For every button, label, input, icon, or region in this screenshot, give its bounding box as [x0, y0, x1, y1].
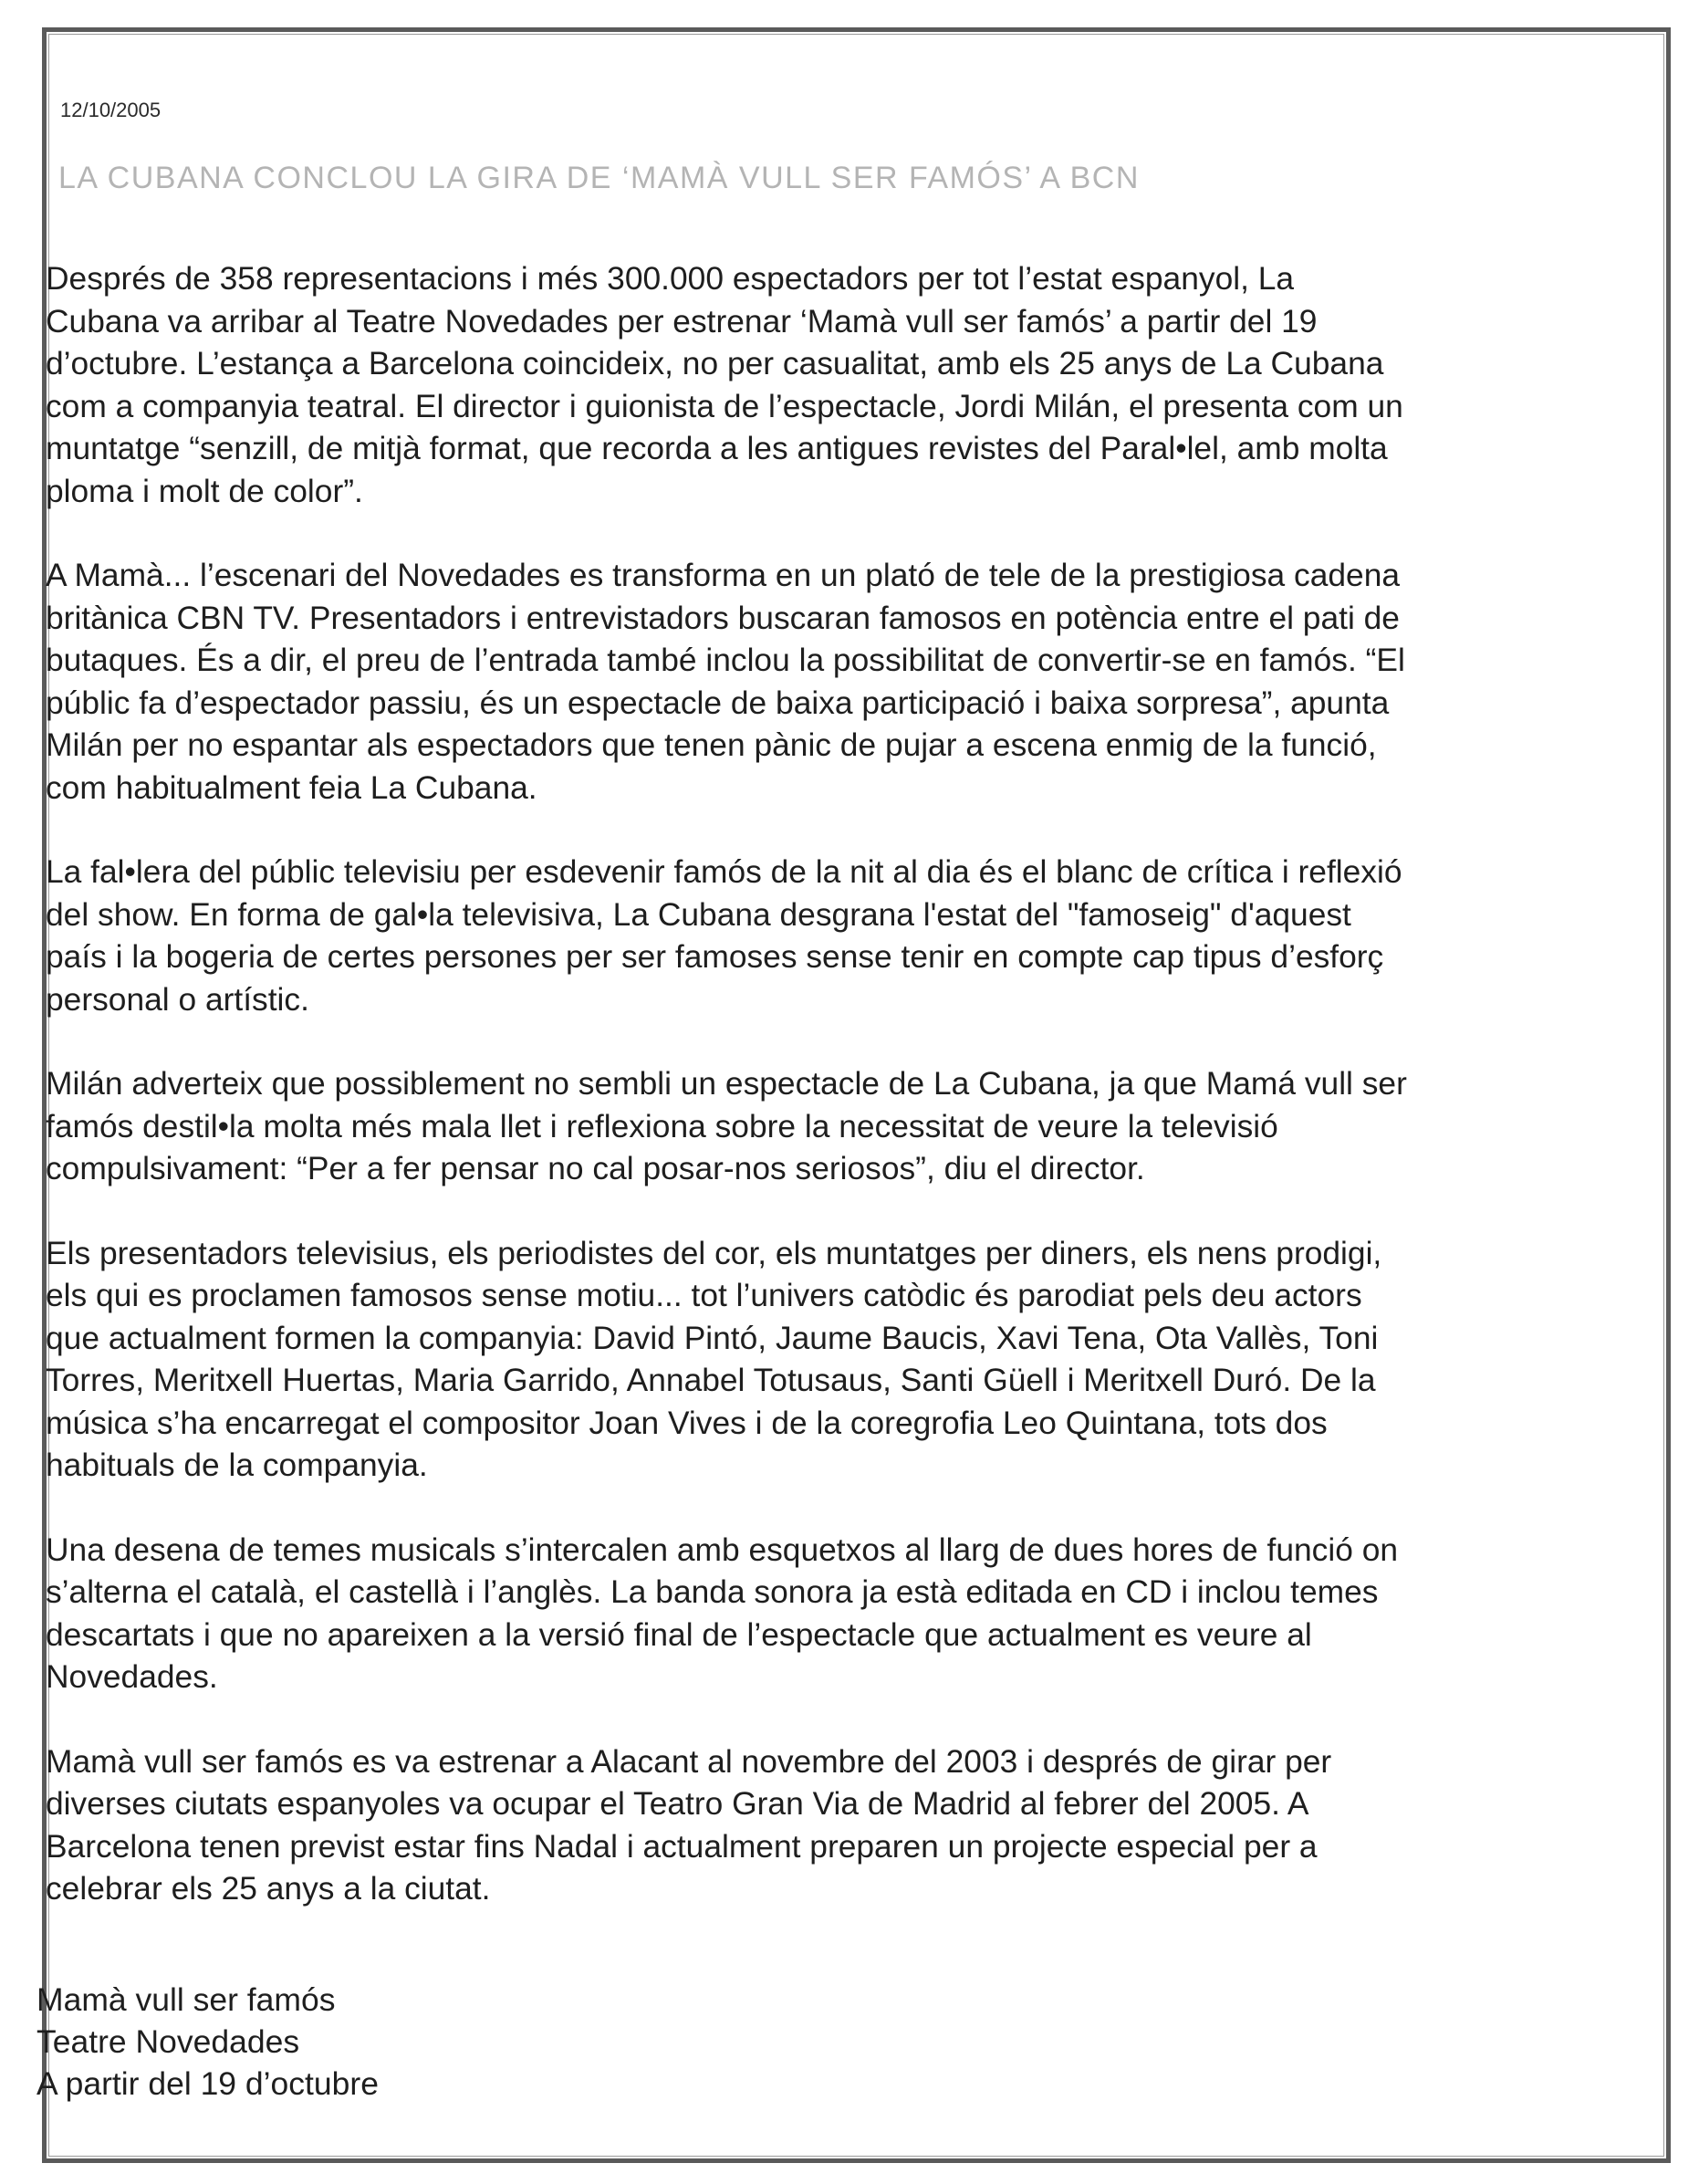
paragraph-line: Cubana va arribar al Teatre Novedades per estrenar ‘Mamà vull ser famós’ a partir del 19 [46, 302, 1318, 340]
paragraph-line: Milán adverteix que possiblement no sembli un espectacle de La Cubana, ja que Mamá vull ser [46, 1065, 1407, 1102]
paragraph-line: Mamà vull ser famós es va estrenar a Alacant al novembre del 2003 i després de girar per [46, 1742, 1332, 1780]
paragraph-line: muntatge “senzill, de mitjà format, que recorda a les antigues revistes del Paral•lel, amb molta [46, 430, 1388, 466]
paragraph-line: compulsivament: “Per a fer pensar no cal posar-nos seriosos”, diu el director. [46, 1150, 1145, 1186]
show-title: Mamà vull ser famós [36, 1981, 336, 2018]
paragraph-line: que actualment formen la companyia: David Pintó, Jaume Baucis, Xavi Tena, Ota Vallès, Toni [46, 1319, 1379, 1356]
paragraph-line: com a companyia teatral. El director i guionista de l’espectacle, Jordi Milán, el presenta com un [46, 387, 1403, 424]
paragraph-line: s’alterna el català, el castellà i l’anglès. La banda sonora ja està editada en CD i inclou temes [46, 1573, 1379, 1610]
paragraph-line: del show. En forma de gal•la televisiva, La Cubana desgrana l'estat del "famoseig" d'aquest [46, 895, 1351, 933]
paragraph-4 [46, 1062, 1663, 1190]
paragraph-line: A Mamà... l’escenari del Novedades es transforma en un plató de tele de la prestigiosa cadena [46, 557, 1401, 593]
paragraph-6 [46, 1529, 1663, 1698]
paragraph-1 [46, 257, 1663, 512]
show-venue: Teatre Novedades [36, 2023, 300, 2060]
paragraph-2 [46, 554, 1663, 809]
article-body [46, 257, 1663, 1952]
paragraph-line: país i la bogeria de certes persones per ser famoses sense tenir en compte cap tipus d’esforç [46, 938, 1384, 975]
article-headline: LA CUBANA CONCLOU LA GIRA DE ‘MAMÀ VULL SER FAMÓS’ A BCN [58, 161, 1140, 195]
article-date: 12/10/2005 [60, 99, 162, 121]
paragraph-line: habituals de la companyia. [46, 1447, 428, 1483]
paragraph-line: britànica CBN TV. Presentadors i entrevistadors buscaran famosos en potència entre el pati de [46, 599, 1400, 636]
paragraph-line: com habitualment feia La Cubana. [46, 768, 537, 806]
paragraph-line: els qui es proclamen famosos sense motiu... tot l’univers catòdic és parodiat pels deu actors [46, 1277, 1362, 1313]
paragraph-line: butaques. És a dir, el preu de l’entrada també inclou la possibilitat de convertir-se en famós. “El [46, 642, 1405, 678]
paragraph-line: ploma i molt de color”. [46, 472, 363, 509]
paragraph-line: música s’ha encarregat el compositor Joan Vives i de la coregrofia Leo Quintana, tots dos [46, 1404, 1328, 1441]
paragraph-line: celebrar els 25 anys a la ciutat. [46, 1870, 491, 1907]
paragraph-line: descartats i que no apareixen a la versió final de l’espectacle que actualment es veure al [46, 1615, 1312, 1653]
paragraph-5 [46, 1232, 1663, 1487]
paragraph-line: Una desena de temes musicals s’intercalen amb esquetxos al llarg de dues hores de funció on [46, 1531, 1399, 1568]
paragraph-line: diverses ciutats espanyoles va ocupar el Teatro Gran Via de Madrid al febrer del 2005. A [46, 1785, 1309, 1822]
paragraph-line: Novedades. [46, 1658, 218, 1695]
paragraph-3 [46, 851, 1663, 1020]
paragraph-line: famós destil•la molta més mala llet i reflexiona sobre la necessitat de veure la televisió [46, 1107, 1278, 1144]
paragraph-line: Milán per no espantar als espectadors que tenen pànic de pujar a escena enmig de la funció, [46, 726, 1377, 763]
show-info [36, 1979, 379, 2105]
paragraph-line: Barcelona tenen previst estar fins Nadal i actualment preparen un projecte especial per a [46, 1827, 1318, 1865]
paragraph-line: La fal•lera del públic televisiu per esdevenir famós de la nit al dia és el blanc de crítica i reflexió [46, 853, 1402, 890]
paragraph-line: Torres, Meritxell Huertas, Maria Garrido, Annabel Totusaus, Santi Güell i Meritxell Duró. De la [46, 1362, 1376, 1398]
paragraph-line: d’octubre. L’estança a Barcelona coincideix, no per casualitat, amb els 25 anys de La Cubana [46, 345, 1384, 381]
paragraph-line: Després de 358 representacions i més 300.000 espectadors per tot l’estat espanyol, La [46, 260, 1295, 297]
paragraph-line: públic fa d’espectador passiu, és un espectacle de baixa participació i baixa sorpresa”, apunta [46, 684, 1390, 721]
paragraph-7 [46, 1740, 1663, 1910]
show-dates: A partir del 19 d’octubre [36, 2065, 379, 2102]
paragraph-line: personal o artístic. [46, 980, 309, 1018]
paragraph-line: Els presentadors televisius, els periodistes del cor, els muntatges per diners, els nens prodigi, [46, 1234, 1382, 1271]
